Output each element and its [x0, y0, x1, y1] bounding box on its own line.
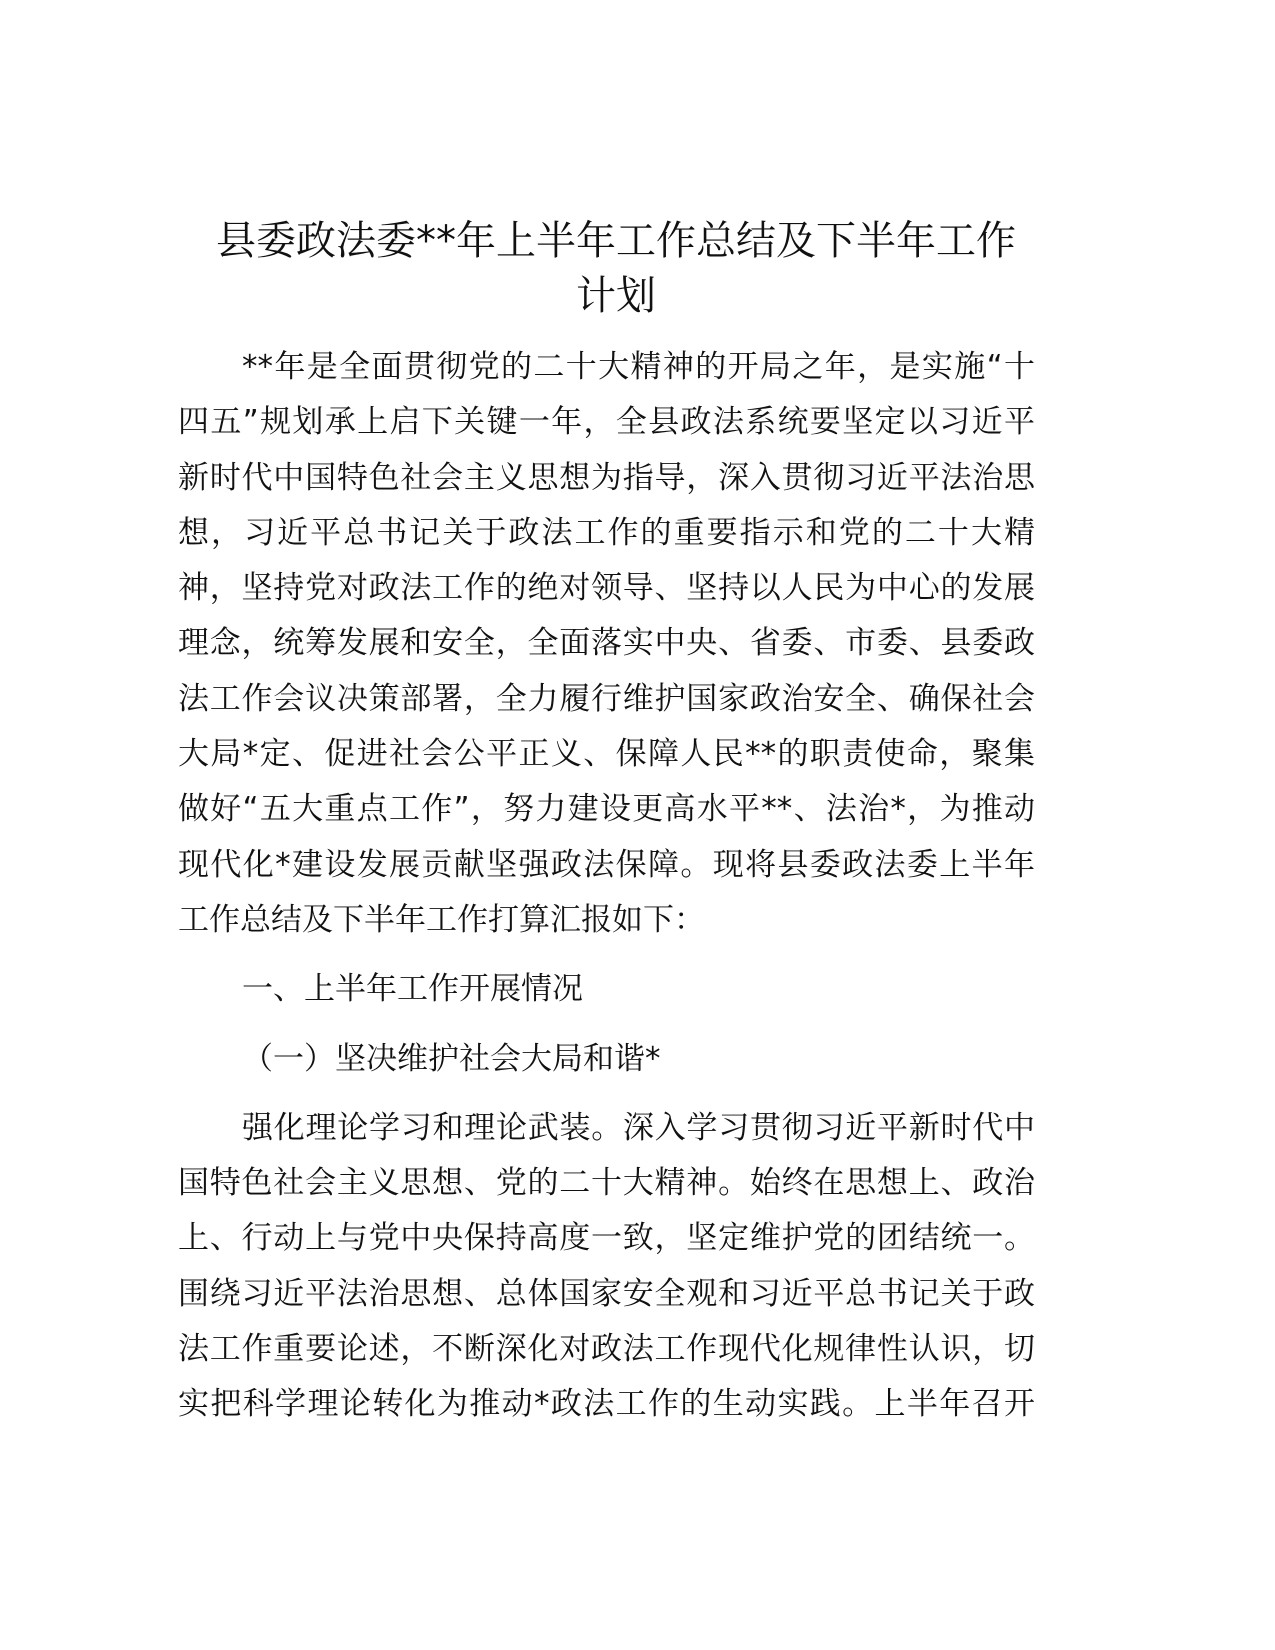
paragraph-line: 理念，统筹发展和安全，全面落实中央、省委、市委、县委政 [178, 625, 1035, 662]
paragraph-line: 强化理论学习和理论武装。深入学习贯彻习近平新时代中 [242, 1109, 1035, 1146]
paragraph-line: 法工作重要论述，不断深化对政法工作现代化规律性认识，切 [178, 1331, 1035, 1368]
paragraph-line: 新时代中国特色社会主义思想为指导，深入贯彻习近平法治思 [178, 459, 1035, 496]
paragraph-line: 工作总结及下半年工作打算汇报如下： [178, 901, 705, 938]
subsection-heading: （一）坚决维护社会大局和谐* [242, 1040, 661, 1077]
paragraph-line: 想，习近平总书记关于政法工作的重要指示和党的二十大精 [178, 514, 1035, 551]
paragraph-line: 做好“五大重点工作”，努力建设更高水平**、法治*，为推动 [178, 791, 1035, 828]
paragraph-line: 现代化*建设发展贡献坚强政法保障。现将县委政法委上半年 [178, 846, 1035, 883]
section-heading: 一、上半年工作开展情况 [242, 971, 583, 1008]
paragraph-line: 实把科学理论转化为推动*政法工作的生动实践。上半年召开 [178, 1386, 1035, 1423]
paragraph-line: 神，坚持党对政法工作的绝对领导、坚持以人民为中心的发展 [178, 570, 1035, 607]
document-title-line-1: 县委政法委**年上半年工作总结及下半年工作 [216, 218, 1016, 264]
paragraph-line: 大局*定、促进社会公平正义、保障人民**的职责使命，聚集 [178, 736, 1035, 773]
paragraph-line: 国特色社会主义思想、党的二十大精神。始终在思想上、政治 [178, 1165, 1035, 1202]
document-title-line-2: 计划 [576, 273, 656, 319]
document-body [178, 340, 1035, 1433]
paragraph-line: 围绕习近平法治思想、总体国家安全观和习近平总书记关于政 [178, 1275, 1035, 1312]
paragraph-line: **年是全面贯彻党的二十大精神的开局之年，是实施“十 [242, 349, 1035, 385]
paragraph-line: 法工作会议决策部署，全力履行维护国家政治安全、确保社会 [178, 680, 1035, 717]
paragraph-line: 上、行动上与党中央保持高度一致，坚定维护党的团结统一。 [178, 1220, 1035, 1257]
paragraph-line: 四五”规划承上启下关键一年，全县政法系统要坚定以习近平 [178, 404, 1035, 441]
